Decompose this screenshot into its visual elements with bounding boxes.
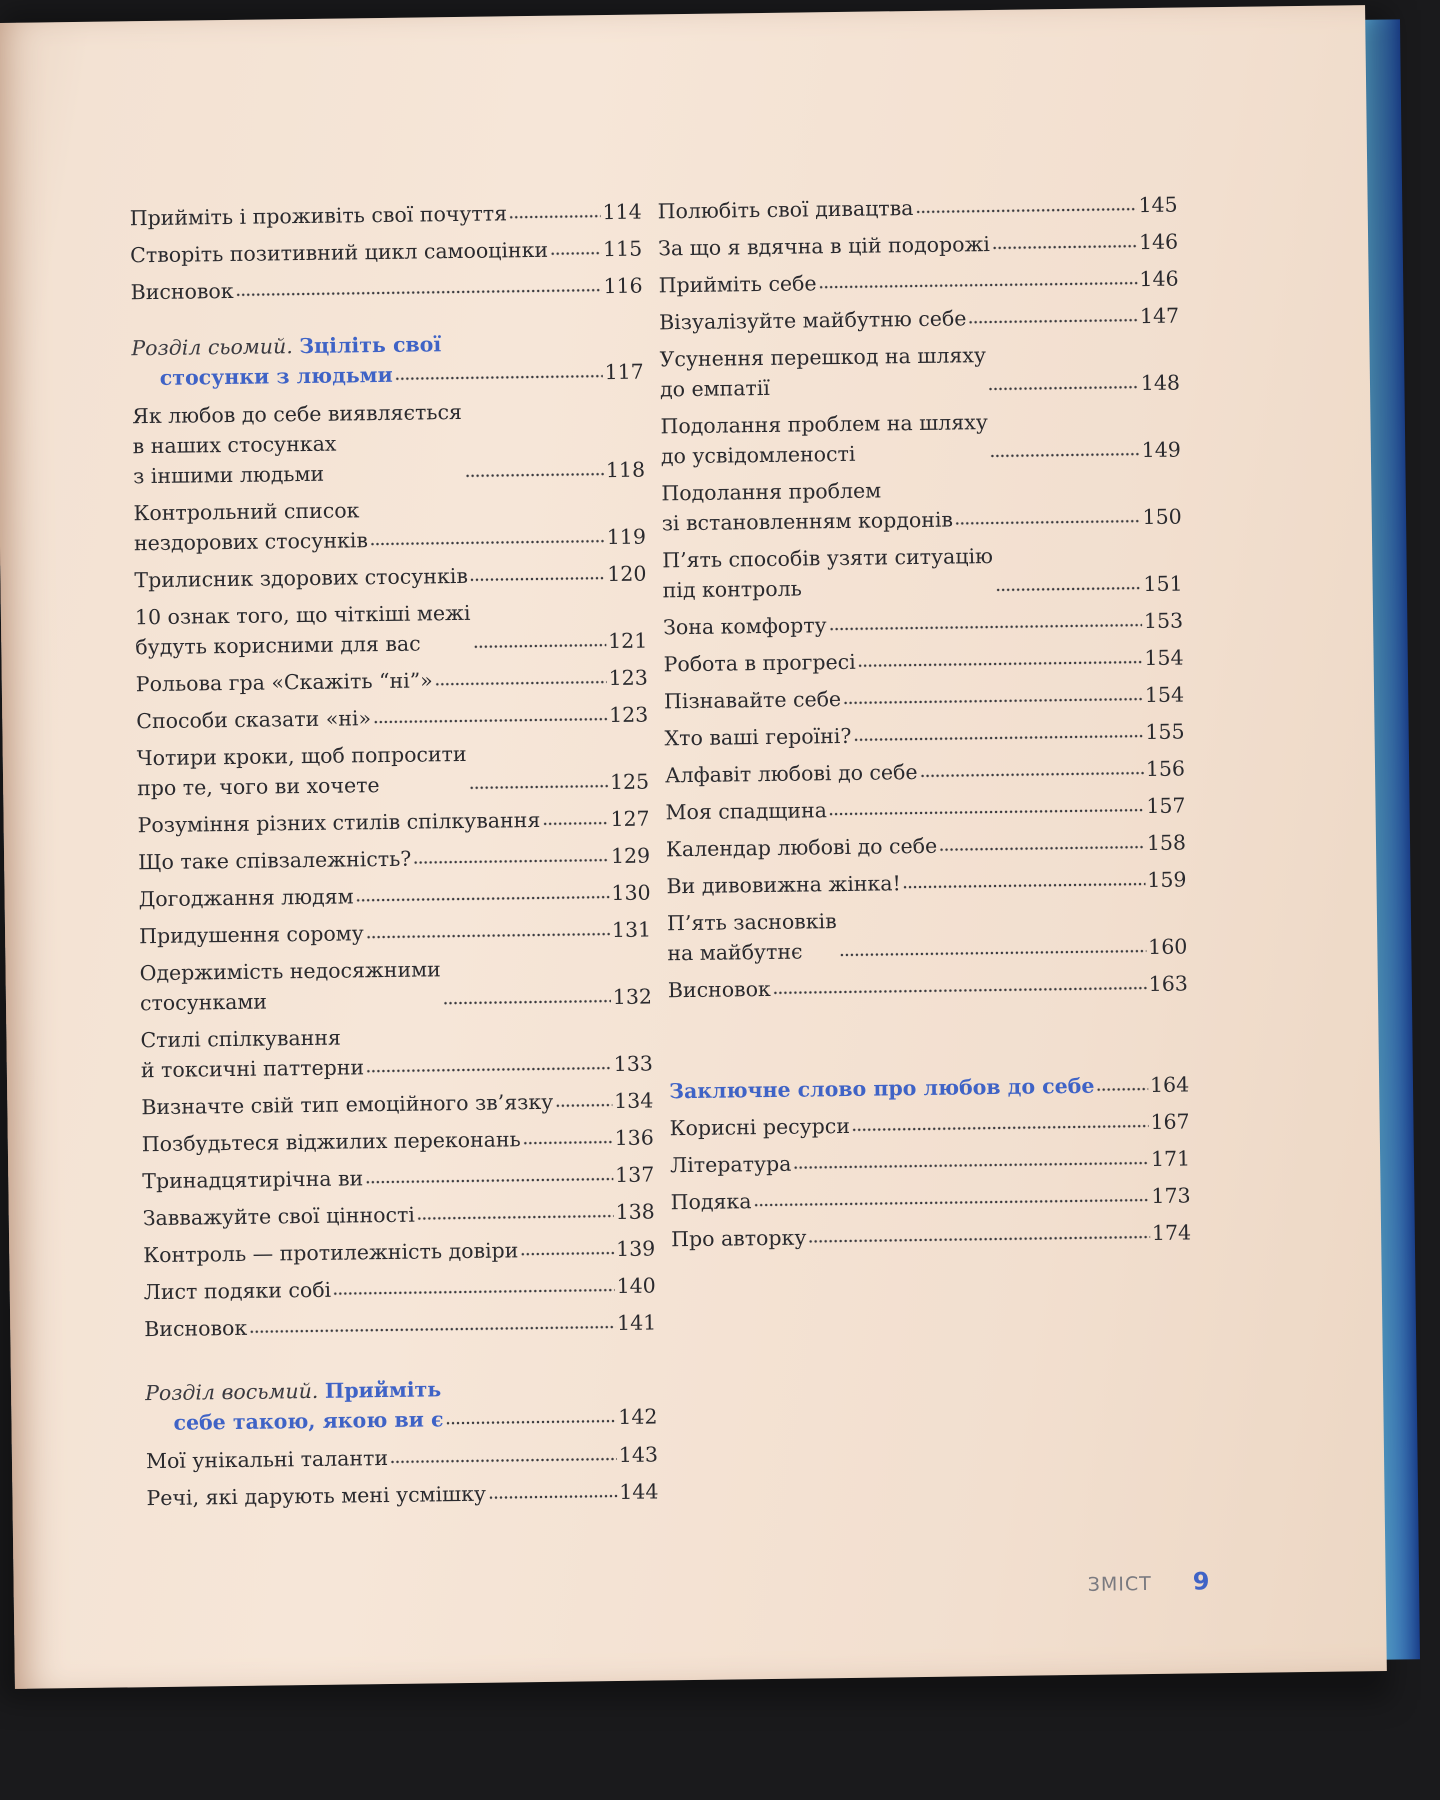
- toc-entry-title: Контроль — протилежність довіри: [143, 1238, 519, 1268]
- toc-right-column: [657, 190, 1191, 1262]
- toc-entry-page: 127: [610, 806, 650, 832]
- toc-entry: [137, 737, 650, 804]
- toc-entry: [141, 1086, 653, 1123]
- toc-entry-page: 145: [1138, 192, 1178, 218]
- toc-entry-page: 154: [1144, 682, 1185, 708]
- toc-entry: [665, 791, 1185, 828]
- toc-entry-page: 151: [1143, 571, 1183, 597]
- toc-entry-page: 171: [1150, 1146, 1191, 1171]
- toc-entry: [657, 190, 1177, 227]
- toc-entry-page: 148: [1140, 370, 1181, 396]
- toc-entry-title: Позбудьтеся віджилих переконань: [141, 1127, 521, 1157]
- toc-entry-page: 136: [614, 1125, 654, 1151]
- toc-entry-page: 134: [614, 1088, 654, 1114]
- toc-entry-title: За що я вдячна в цій подорожі: [658, 232, 991, 261]
- toc-entry: [139, 952, 652, 1019]
- toc-entry: [136, 663, 648, 700]
- toc-entry-page: 125: [609, 769, 650, 795]
- toc-entry-title: Контрольний список нездорових стосунків: [133, 498, 369, 556]
- toc-entry-title: Література: [670, 1151, 792, 1178]
- toc-entry-page: 116: [603, 273, 643, 299]
- toc-entry: [136, 700, 648, 737]
- toc-entry-title: Прийміть і проживіть свої почуття: [129, 201, 508, 231]
- toc-entry-title: Висновок: [144, 1315, 248, 1342]
- toc-entry-title: Моя спадщина: [665, 798, 828, 825]
- toc-entry-page: 121: [607, 628, 648, 654]
- section-label: ЗМІСТ: [1087, 1573, 1152, 1596]
- toc-entry-page: 167: [1150, 1109, 1190, 1134]
- toc-entry: [146, 1439, 658, 1476]
- toc-entry: [666, 865, 1186, 902]
- toc-entry-page: 146: [1138, 229, 1179, 255]
- toc-entry: [130, 197, 642, 234]
- toc-entry-title: Чотири кроки, щоб попросити про те, чого ви хочете: [136, 741, 467, 801]
- toc-entry: [663, 643, 1183, 680]
- toc-entry: [130, 234, 642, 271]
- toc-entry: [661, 472, 1182, 539]
- toc-entry: [133, 492, 646, 559]
- toc-entry: [669, 1106, 1189, 1143]
- toc-entry-page: 114: [602, 199, 642, 225]
- toc-entry-title: Рольова гра «Скажіть “ні”»: [135, 668, 433, 697]
- toc-entry-title: Календар любові до себе: [665, 833, 938, 862]
- toc-entry: [142, 1159, 654, 1196]
- toc-entry-title: Трилисник здорових стосунків: [134, 563, 469, 593]
- toc-entry-title: П’ять способів узяти ситуацію під контроль: [662, 544, 994, 603]
- toc-left-column: [130, 197, 659, 1521]
- toc-entry: [142, 1123, 654, 1160]
- toc-entry-page: 146: [1139, 266, 1179, 292]
- toc-entry: [138, 878, 650, 915]
- toc-entry: [670, 1143, 1190, 1180]
- toc-entry-title: Придушення сорому: [138, 921, 364, 949]
- toc-entry: [666, 828, 1186, 865]
- toc-entry: [670, 1180, 1190, 1217]
- toc-entry: [659, 301, 1179, 338]
- toc-entry-title: Алфавіт любові до себе: [664, 760, 918, 788]
- toc-entry-title: Хто ваші героїні?: [664, 723, 852, 751]
- toc-entry-page: 160: [1148, 934, 1188, 960]
- toc-entry: [137, 804, 649, 841]
- toc-entry-title: Мої унікальні таланти: [145, 1446, 389, 1474]
- toc-entry: [664, 680, 1184, 717]
- toc-entry: [660, 405, 1181, 472]
- toc-entry-title: Полюбіть свої дивацтва: [657, 196, 914, 224]
- toc-entry-title: Визначте свій тип емоційного зв’язку: [141, 1089, 554, 1120]
- toc-entry-title: Робота в прогресі: [663, 649, 856, 677]
- toc-entry-page: 157: [1146, 793, 1186, 819]
- toc-entry-page: 153: [1143, 608, 1184, 634]
- toc-entry-page: 133: [613, 1051, 653, 1077]
- toc-entry-page: 163: [1148, 971, 1188, 997]
- toc-entry-title: Лист подяки собі: [143, 1277, 332, 1305]
- toc-entry-title: Догоджання людям: [138, 884, 354, 912]
- toc-entry: [138, 841, 650, 878]
- toc-entry: [663, 606, 1183, 643]
- toc-entry-title: Речі, які дарують мені усмішку: [146, 1481, 487, 1511]
- toc-entry-page: 119: [606, 524, 647, 550]
- toc-entry-title: Корисні ресурси: [669, 1113, 851, 1141]
- toc-entry-title: Розуміння різних стилів спілкування: [137, 807, 541, 838]
- page-footer: [1087, 1567, 1209, 1597]
- toc-entry-page: 150: [1142, 504, 1182, 530]
- toc-entry-page: 120: [607, 561, 647, 587]
- page-number: 9: [1192, 1567, 1210, 1596]
- toc-entry-title: Завважуйте свої цінності: [142, 1202, 416, 1231]
- toc-entry-title: Що таке співзалежність?: [137, 846, 412, 875]
- toc-entry-page: 159: [1147, 867, 1187, 893]
- toc-entry: [665, 754, 1185, 791]
- toc-entry: [140, 1019, 653, 1086]
- toc-entry-title: 10 ознак того, що чіткіші межі будуть корисними для вас: [134, 600, 471, 660]
- toc-entry-page: 118: [605, 457, 646, 483]
- toc-entry-title: Пізнавайте себе: [663, 687, 842, 714]
- toc-entry-final-word: Заключне слово про любов до себе 164: [669, 1072, 1190, 1104]
- toc-entry: [139, 915, 651, 952]
- toc-entry-title: Подяка: [670, 1189, 752, 1215]
- toc-entry: [143, 1196, 655, 1233]
- toc-entry: [664, 717, 1184, 754]
- toc-entry-title: Як любов до себе виявляється в наших стосунках з іншими людьми: [132, 399, 463, 489]
- toc-entry-title: Способи сказати «ні»: [136, 706, 372, 734]
- toc-entry: [135, 596, 648, 663]
- toc-entry-title: Прийміть себе: [658, 271, 817, 298]
- toc-entry: [668, 968, 1188, 1005]
- toc-entry: [134, 559, 646, 596]
- toc-entry-title: Подолання проблем на шляху до усвідомленості: [660, 410, 988, 469]
- toc-entry-page: 158: [1146, 830, 1187, 856]
- toc-entry-page: 131: [611, 917, 652, 943]
- toc-entry: [671, 1217, 1191, 1254]
- toc-entry-title: Ви дивовижна жінка!: [666, 871, 901, 899]
- toc-entry-page: 143: [618, 1442, 659, 1467]
- toc-entry-page: 154: [1144, 645, 1184, 671]
- toc-entry-page: 123: [608, 665, 648, 691]
- toc-entry: [132, 395, 645, 492]
- toc-entry-title: Одержимість недосяжними стосунками: [139, 957, 441, 1016]
- toc-entry-title: Подолання проблем зі встановленням кордонів: [661, 478, 954, 536]
- toc-entry-page: 129: [610, 843, 651, 869]
- toc-entry-title: Тринадцятирічна ви: [142, 1166, 364, 1194]
- toc-entry-title: Зона комфорту: [662, 613, 827, 640]
- toc-entry-page: 149: [1141, 437, 1181, 463]
- toc-entry-title: Про авторку: [670, 1225, 807, 1252]
- toc-entry-page: 141: [616, 1310, 657, 1335]
- toc-entry: [662, 539, 1183, 606]
- toc-entry: [146, 1476, 658, 1513]
- toc-entry-page: 139: [615, 1236, 656, 1262]
- toc-entry: [667, 902, 1188, 969]
- chapter-heading-8: Розділ восьмий. Прийміть себе такою, якою ви є 142: [144, 1377, 658, 1435]
- toc-entry-title: Висновок: [130, 278, 234, 305]
- toc-entry: [130, 271, 642, 308]
- toc-entry: [659, 338, 1180, 405]
- toc-entry-page: 115: [602, 236, 643, 262]
- toc-entry-page: 137: [614, 1162, 655, 1188]
- toc-entry-page: 156: [1145, 756, 1186, 782]
- toc-entry-title: П’ять засновків на майбутнє: [666, 909, 837, 966]
- toc-entry-page: 138: [615, 1199, 655, 1225]
- toc-entry-page: 173: [1151, 1183, 1191, 1208]
- toc-entry-page: 132: [612, 984, 653, 1010]
- toc-entry: [658, 264, 1178, 301]
- toc-entry-page: 174: [1151, 1220, 1192, 1245]
- toc-entry: [144, 1270, 656, 1307]
- toc-entry-page: 147: [1139, 303, 1180, 329]
- toc-entry: [144, 1307, 656, 1344]
- toc-entry-title: Стилі спілкування й токсичні паттерни: [140, 1025, 365, 1083]
- toc-entry-title: Висновок: [667, 976, 771, 1003]
- toc-entry-title: Усунення перешкод на шляху до емпатії: [659, 343, 987, 402]
- book-page: [0, 5, 1387, 1689]
- toc-entry-page: 140: [616, 1273, 656, 1298]
- toc-entry-page: 144: [619, 1479, 659, 1504]
- toc-entry: [143, 1233, 655, 1270]
- toc-entry-page: 123: [608, 702, 649, 728]
- toc-entry-page: 130: [611, 880, 651, 906]
- toc-entry-title: Візуалізуйте майбутню себе: [658, 306, 967, 335]
- toc-entry-title: Створіть позитивний цикл самооцінки: [130, 237, 549, 268]
- toc-entry-page: 155: [1145, 719, 1185, 745]
- chapter-heading-7: Розділ сьомий. Зцілiть свої стосунки з людьми 117: [131, 332, 644, 390]
- toc-entry: [658, 227, 1178, 264]
